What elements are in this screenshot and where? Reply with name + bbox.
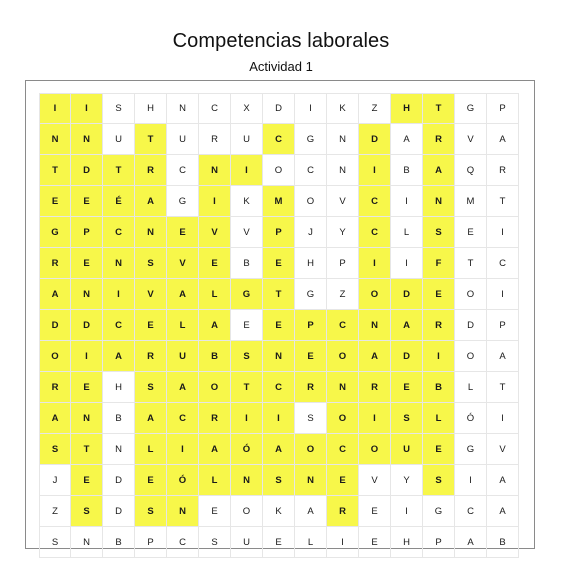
grid-cell[interactable]: A (199, 434, 231, 465)
grid-cell[interactable]: A (487, 124, 519, 155)
grid-cell[interactable]: R (487, 155, 519, 186)
page-title: Competencias laborales (172, 30, 390, 52)
grid-cell[interactable]: V (231, 217, 263, 248)
grid-cell[interactable]: G (455, 93, 487, 124)
grid-cell[interactable]: D (103, 465, 135, 496)
grid-cell[interactable]: A (167, 372, 199, 403)
grid-cell[interactable]: I (295, 93, 327, 124)
grid-cell[interactable]: E (423, 279, 455, 310)
grid-cell[interactable]: E (263, 310, 295, 341)
grid-cell[interactable]: A (39, 279, 71, 310)
grid-cell[interactable]: O (327, 403, 359, 434)
grid-cell[interactable]: B (423, 372, 455, 403)
grid-cell[interactable]: Ó (167, 465, 199, 496)
grid-cell[interactable]: U (167, 124, 199, 155)
grid-cell[interactable]: O (327, 341, 359, 372)
grid-cell[interactable]: V (167, 248, 199, 279)
grid-cell[interactable]: G (423, 496, 455, 527)
grid-cell[interactable]: R (39, 248, 71, 279)
grid-cell[interactable]: A (487, 496, 519, 527)
grid-cell[interactable]: N (135, 217, 167, 248)
grid-cell[interactable]: T (487, 372, 519, 403)
grid-cell[interactable]: S (39, 434, 71, 465)
grid-cell[interactable]: R (423, 310, 455, 341)
grid-cell[interactable]: C (103, 217, 135, 248)
grid-cell[interactable]: T (487, 186, 519, 217)
grid-cell[interactable]: N (327, 124, 359, 155)
grid-cell[interactable]: G (167, 186, 199, 217)
grid-cell[interactable]: Ó (455, 403, 487, 434)
grid-cell[interactable]: A (423, 155, 455, 186)
grid-cell[interactable]: S (263, 465, 295, 496)
grid-cell[interactable]: I (359, 248, 391, 279)
grid-cell[interactable]: C (103, 310, 135, 341)
grid-cell[interactable]: S (71, 496, 103, 527)
grid-cell[interactable]: U (231, 527, 263, 558)
grid-cell[interactable]: J (39, 465, 71, 496)
grid-cell[interactable]: N (295, 465, 327, 496)
grid-cell[interactable]: H (103, 372, 135, 403)
grid-cell[interactable]: N (103, 248, 135, 279)
grid-cell[interactable]: E (263, 527, 295, 558)
grid-cell[interactable]: N (327, 372, 359, 403)
grid-cell[interactable]: E (135, 310, 167, 341)
grid-cell[interactable]: R (327, 496, 359, 527)
grid-cell[interactable]: V (359, 465, 391, 496)
grid-cell[interactable]: Ó (231, 434, 263, 465)
grid-cell[interactable]: L (167, 310, 199, 341)
grid-cell[interactable]: H (135, 93, 167, 124)
grid-cell[interactable]: A (103, 341, 135, 372)
grid-cell[interactable]: F (423, 248, 455, 279)
grid-cell[interactable]: H (391, 93, 423, 124)
grid-cell[interactable]: O (295, 186, 327, 217)
grid-cell[interactable]: O (359, 279, 391, 310)
grid-cell[interactable]: G (39, 217, 71, 248)
grid-cell[interactable]: N (71, 527, 103, 558)
grid-cell[interactable]: D (391, 279, 423, 310)
grid-cell[interactable]: M (455, 186, 487, 217)
grid-cell[interactable]: E (359, 527, 391, 558)
grid-cell[interactable]: N (39, 124, 71, 155)
grid-cell[interactable]: K (327, 93, 359, 124)
grid-cell[interactable]: O (455, 341, 487, 372)
grid-cell[interactable]: C (359, 217, 391, 248)
grid-cell[interactable]: U (103, 124, 135, 155)
grid-cell[interactable]: C (199, 93, 231, 124)
grid-cell[interactable]: D (103, 496, 135, 527)
grid-cell[interactable]: E (263, 248, 295, 279)
grid-cell[interactable]: S (295, 403, 327, 434)
grid-cell[interactable]: D (359, 124, 391, 155)
grid-cell[interactable]: T (231, 372, 263, 403)
grid-cell[interactable]: C (487, 248, 519, 279)
grid-cell[interactable]: I (327, 527, 359, 558)
grid-cell[interactable]: D (263, 93, 295, 124)
grid-cell[interactable]: Z (359, 93, 391, 124)
grid-cell[interactable]: V (199, 217, 231, 248)
grid-cell[interactable]: O (39, 341, 71, 372)
grid-cell[interactable]: B (487, 527, 519, 558)
grid-cell[interactable]: N (263, 341, 295, 372)
grid-cell[interactable]: V (327, 186, 359, 217)
grid-cell[interactable]: E (39, 186, 71, 217)
grid-cell[interactable]: I (231, 403, 263, 434)
grid-cell[interactable]: E (359, 496, 391, 527)
grid-cell[interactable]: I (487, 403, 519, 434)
grid-cell[interactable]: I (167, 434, 199, 465)
grid-cell[interactable]: O (455, 279, 487, 310)
grid-cell[interactable]: H (391, 527, 423, 558)
grid-cell[interactable]: C (327, 434, 359, 465)
grid-cell[interactable]: P (135, 527, 167, 558)
grid-cell[interactable]: B (103, 403, 135, 434)
grid-cell[interactable]: N (71, 124, 103, 155)
grid-cell[interactable]: A (167, 279, 199, 310)
grid-cell[interactable]: B (199, 341, 231, 372)
grid-cell[interactable]: H (295, 248, 327, 279)
grid-cell[interactable]: P (327, 248, 359, 279)
grid-cell[interactable]: S (231, 341, 263, 372)
grid-cell[interactable]: A (199, 310, 231, 341)
grid-cell[interactable]: A (487, 341, 519, 372)
grid-cell[interactable]: Y (327, 217, 359, 248)
grid-cell[interactable]: S (423, 465, 455, 496)
grid-cell[interactable]: T (39, 155, 71, 186)
grid-cell[interactable]: N (167, 496, 199, 527)
grid-cell[interactable]: I (71, 341, 103, 372)
grid-cell[interactable]: E (295, 341, 327, 372)
grid-cell[interactable]: S (391, 403, 423, 434)
grid-cell[interactable]: A (135, 403, 167, 434)
grid-cell[interactable]: T (135, 124, 167, 155)
grid-cell[interactable]: O (231, 496, 263, 527)
grid-cell[interactable]: I (199, 186, 231, 217)
grid-cell[interactable]: L (391, 217, 423, 248)
grid-cell[interactable]: S (135, 372, 167, 403)
grid-cell[interactable]: R (39, 372, 71, 403)
grid-cell[interactable]: D (71, 155, 103, 186)
grid-cell[interactable]: A (135, 186, 167, 217)
grid-cell[interactable]: V (135, 279, 167, 310)
grid-cell[interactable]: S (135, 248, 167, 279)
grid-cell[interactable]: I (71, 93, 103, 124)
grid-cell[interactable]: A (359, 341, 391, 372)
grid-cell[interactable]: I (423, 341, 455, 372)
grid-cell[interactable]: T (263, 279, 295, 310)
grid-cell[interactable]: R (199, 124, 231, 155)
grid-cell[interactable]: K (231, 186, 263, 217)
grid-cell[interactable]: E (455, 217, 487, 248)
grid-cell[interactable]: E (327, 465, 359, 496)
grid-cell[interactable]: B (231, 248, 263, 279)
grid-cell[interactable]: E (231, 310, 263, 341)
grid-cell[interactable]: I (391, 496, 423, 527)
grid-cell[interactable]: L (199, 465, 231, 496)
grid-cell[interactable]: E (199, 496, 231, 527)
grid-cell[interactable]: N (71, 403, 103, 434)
grid-cell[interactable]: P (263, 217, 295, 248)
grid-cell[interactable]: E (167, 217, 199, 248)
grid-cell[interactable]: V (455, 124, 487, 155)
grid-cell[interactable]: L (135, 434, 167, 465)
grid-cell[interactable]: A (295, 496, 327, 527)
grid-cell[interactable]: I (487, 279, 519, 310)
grid-cell[interactable]: R (423, 124, 455, 155)
grid-cell[interactable]: R (295, 372, 327, 403)
grid-cell[interactable]: E (199, 248, 231, 279)
grid-cell[interactable]: U (167, 341, 199, 372)
grid-cell[interactable]: O (263, 155, 295, 186)
grid-cell[interactable]: É (103, 186, 135, 217)
grid-cell[interactable]: X (231, 93, 263, 124)
grid-cell[interactable]: P (71, 217, 103, 248)
grid-cell[interactable]: B (391, 155, 423, 186)
grid-cell[interactable]: I (359, 155, 391, 186)
grid-cell[interactable]: E (391, 372, 423, 403)
grid-cell[interactable]: I (39, 93, 71, 124)
grid-cell[interactable]: C (167, 527, 199, 558)
grid-cell[interactable]: P (487, 310, 519, 341)
grid-cell[interactable]: O (295, 434, 327, 465)
grid-cell[interactable]: I (391, 248, 423, 279)
grid-cell[interactable]: T (455, 248, 487, 279)
word-search-grid (39, 93, 519, 558)
grid-cell[interactable]: N (103, 434, 135, 465)
grid-cell[interactable]: U (391, 434, 423, 465)
grid-cell[interactable]: C (295, 155, 327, 186)
grid-cell[interactable]: L (455, 372, 487, 403)
grid-cell[interactable]: P (487, 93, 519, 124)
grid-cell[interactable]: O (359, 434, 391, 465)
grid-cell[interactable]: E (71, 248, 103, 279)
grid-cell[interactable]: M (263, 186, 295, 217)
grid-cell[interactable]: S (103, 93, 135, 124)
grid-cell[interactable]: N (423, 186, 455, 217)
grid-cell[interactable]: L (423, 403, 455, 434)
grid-cell[interactable]: O (199, 372, 231, 403)
grid-cell[interactable]: B (103, 527, 135, 558)
grid-cell[interactable]: N (71, 279, 103, 310)
grid-cell[interactable]: A (391, 124, 423, 155)
grid-cell[interactable]: Z (327, 279, 359, 310)
grid-cell[interactable]: E (135, 465, 167, 496)
grid-cell[interactable]: C (263, 124, 295, 155)
grid-cell[interactable]: U (231, 124, 263, 155)
grid-cell[interactable]: T (103, 155, 135, 186)
grid-cell[interactable]: I (231, 155, 263, 186)
grid-cell[interactable]: P (295, 310, 327, 341)
grid-cell[interactable]: I (455, 465, 487, 496)
grid-cell[interactable]: Q (455, 155, 487, 186)
grid-cell[interactable]: J (295, 217, 327, 248)
grid-cell[interactable]: C (327, 310, 359, 341)
grid-cell[interactable]: Z (39, 496, 71, 527)
grid-cell[interactable]: A (391, 310, 423, 341)
grid-cell[interactable]: N (327, 155, 359, 186)
grid-cell[interactable]: E (71, 465, 103, 496)
grid-cell[interactable]: A (263, 434, 295, 465)
grid-cell[interactable]: D (71, 310, 103, 341)
grid-cell[interactable]: S (135, 496, 167, 527)
grid-cell[interactable]: I (391, 186, 423, 217)
grid-cell[interactable]: N (231, 465, 263, 496)
grid-cell[interactable]: C (359, 186, 391, 217)
grid-cell[interactable]: C (167, 155, 199, 186)
grid-cell[interactable]: G (295, 279, 327, 310)
grid-cell[interactable]: E (423, 434, 455, 465)
grid-cell[interactable]: E (71, 186, 103, 217)
grid-cell[interactable]: A (39, 403, 71, 434)
grid-cell[interactable]: T (423, 93, 455, 124)
grid-cell[interactable]: V (487, 434, 519, 465)
grid-cell[interactable]: D (391, 341, 423, 372)
grid-cell[interactable]: R (359, 372, 391, 403)
grid-cell[interactable]: L (199, 279, 231, 310)
grid-cell[interactable]: C (263, 372, 295, 403)
grid-cell[interactable]: K (263, 496, 295, 527)
grid-cell[interactable]: A (487, 465, 519, 496)
grid-cell[interactable]: C (455, 496, 487, 527)
grid-cell[interactable]: G (231, 279, 263, 310)
grid-cell[interactable]: S (199, 527, 231, 558)
grid-cell[interactable]: E (71, 372, 103, 403)
grid-cell[interactable]: G (455, 434, 487, 465)
grid-cell[interactable]: P (423, 527, 455, 558)
grid-cell[interactable]: D (455, 310, 487, 341)
grid-cell[interactable]: I (359, 403, 391, 434)
grid-cell[interactable]: R (135, 341, 167, 372)
grid-cell[interactable]: N (359, 310, 391, 341)
grid-cell[interactable]: R (135, 155, 167, 186)
grid-cell[interactable]: N (199, 155, 231, 186)
grid-cell[interactable]: T (71, 434, 103, 465)
grid-cell[interactable]: S (39, 527, 71, 558)
grid-cell[interactable]: I (263, 403, 295, 434)
grid-cell[interactable]: A (455, 527, 487, 558)
page-subtitle: Actividad 1 (249, 59, 313, 74)
grid-cell[interactable]: I (487, 217, 519, 248)
grid-cell[interactable]: G (295, 124, 327, 155)
grid-cell[interactable]: S (423, 217, 455, 248)
grid-cell[interactable]: I (103, 279, 135, 310)
grid-cell[interactable]: R (199, 403, 231, 434)
grid-cell[interactable]: D (39, 310, 71, 341)
grid-cell[interactable]: N (167, 93, 199, 124)
grid-cell[interactable]: L (295, 527, 327, 558)
grid-cell[interactable]: C (167, 403, 199, 434)
grid-cell[interactable]: Y (391, 465, 423, 496)
